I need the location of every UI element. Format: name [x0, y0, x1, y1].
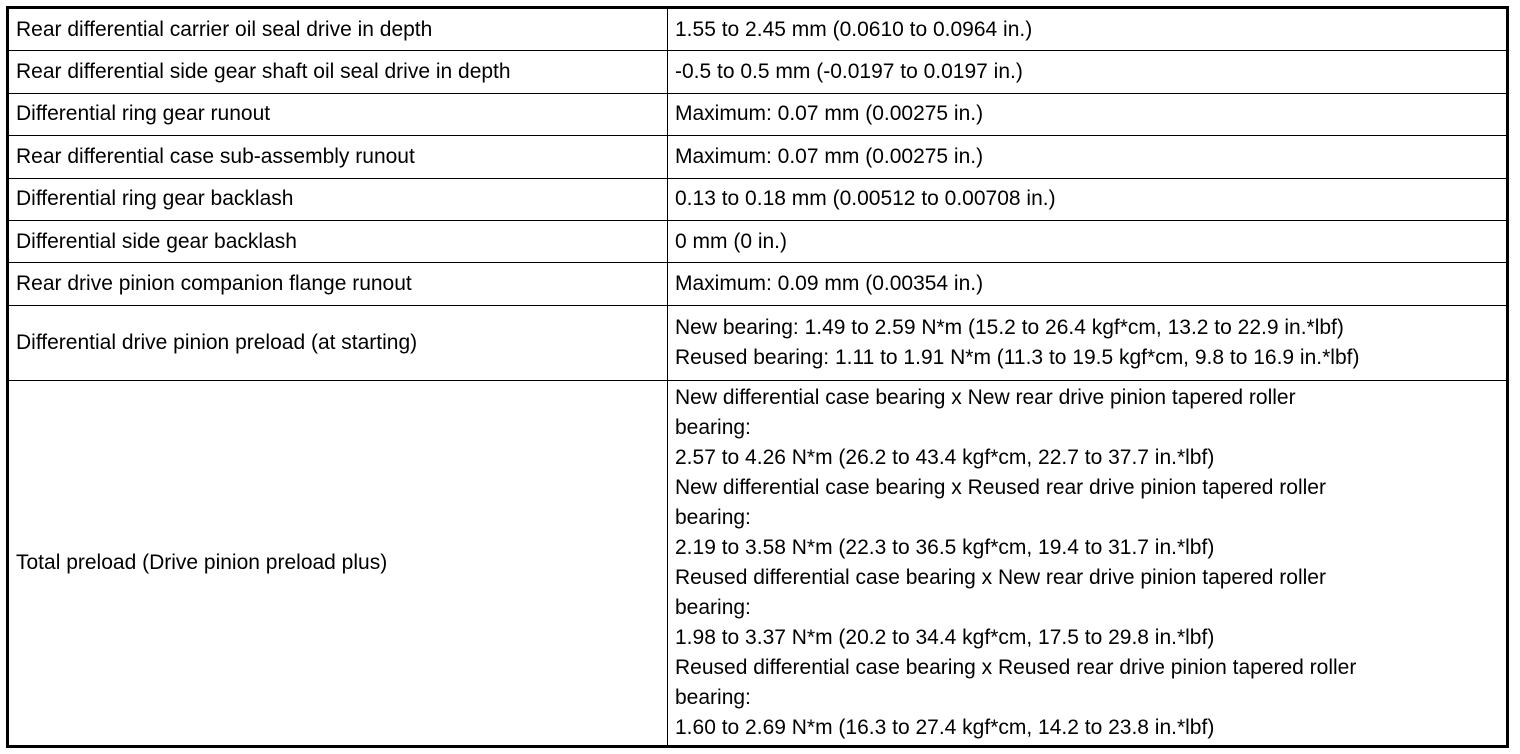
value-text: Maximum: 0.07 mm (0.00275 in.)	[675, 144, 984, 168]
item-cell	[8, 220, 668, 262]
value-text: Maximum: 0.09 mm (0.00354 in.)	[675, 272, 984, 296]
table-row	[8, 220, 1508, 262]
value-cell	[668, 8, 1508, 51]
item-cell	[8, 51, 668, 93]
table-row	[8, 93, 1508, 135]
item-cell	[8, 381, 668, 747]
value-line: Reused differential case bearing x Reused rear drive pinion tapered roller	[675, 656, 1357, 680]
value-text: 0 mm (0 in.)	[675, 229, 788, 253]
value-cell	[668, 381, 1508, 747]
value-cell	[668, 178, 1508, 220]
item-cell	[8, 263, 668, 305]
table-row	[8, 178, 1508, 220]
table-row	[8, 381, 1508, 747]
value-line: 2.19 to 3.58 N*m (22.3 to 36.5 kgf*cm, 19.4 to 31.7 in.*lbf)	[675, 536, 1215, 560]
item-cell	[8, 8, 668, 51]
value-cell	[668, 93, 1508, 135]
item-cell	[8, 178, 668, 220]
value-line: bearing:	[675, 506, 751, 530]
item-label: Rear differential carrier oil seal drive in depth	[16, 17, 433, 41]
item-label: Differential ring gear runout	[16, 102, 271, 126]
value-line-new-bearing: New bearing: 1.49 to 2.59 N*m (15.2 to 26.4 kgf*cm, 13.2 to 22.9 in.*lbf)	[675, 316, 1344, 340]
item-label: Differential drive pinion preload (at starting)	[16, 331, 418, 355]
value-line: New differential case bearing x Reused rear drive pinion tapered roller	[675, 476, 1326, 500]
specification-table-body	[8, 8, 1508, 747]
value-cell	[668, 51, 1508, 93]
table-row	[8, 51, 1508, 93]
value-text: Maximum: 0.07 mm (0.00275 in.)	[675, 102, 984, 126]
value-cell	[668, 136, 1508, 178]
value-text: 0.13 to 0.18 mm (0.00512 to 0.00708 in.)	[675, 187, 1056, 211]
value-line: bearing:	[675, 686, 751, 710]
table-row	[8, 305, 1508, 381]
item-label: Rear drive pinion companion flange runout	[16, 272, 412, 296]
value-text: 1.55 to 2.45 mm (0.0610 to 0.0964 in.)	[675, 17, 1033, 41]
value-cell	[668, 220, 1508, 262]
value-cell	[668, 305, 1508, 381]
item-label: Rear differential side gear shaft oil seal drive in depth	[16, 60, 511, 84]
item-cell	[8, 136, 668, 178]
value-cell	[668, 263, 1508, 305]
table-row	[8, 8, 1508, 51]
item-cell	[8, 93, 668, 135]
table-row	[8, 136, 1508, 178]
item-label: Differential side gear backlash	[16, 229, 297, 253]
value-text: -0.5 to 0.5 mm (-0.0197 to 0.0197 in.)	[675, 60, 1023, 84]
item-label: Rear differential case sub-assembly runout	[16, 144, 415, 168]
value-line: 2.57 to 4.26 N*m (26.2 to 43.4 kgf*cm, 22.7 to 37.7 in.*lbf)	[675, 446, 1215, 470]
value-line: 1.60 to 2.69 N*m (16.3 to 27.4 kgf*cm, 14.2 to 23.8 in.*lbf)	[675, 716, 1215, 740]
value-line: Reused differential case bearing x New rear drive pinion tapered roller	[675, 566, 1326, 590]
table-row	[8, 263, 1508, 305]
item-label: Total preload (Drive pinion preload plus)	[16, 551, 388, 575]
value-line: bearing:	[675, 416, 751, 440]
value-line: bearing:	[675, 596, 751, 620]
value-line-reused-bearing: Reused bearing: 1.11 to 1.91 N*m (11.3 to 19.5 kgf*cm, 9.8 to 16.9 in.*lbf)	[675, 346, 1360, 370]
item-cell	[8, 305, 668, 381]
specification-table	[6, 6, 1509, 748]
value-line: New differential case bearing x New rear drive pinion tapered roller	[675, 386, 1296, 410]
value-line: 1.98 to 3.37 N*m (20.2 to 34.4 kgf*cm, 17.5 to 29.8 in.*lbf)	[675, 626, 1215, 650]
item-label: Differential ring gear backlash	[16, 187, 294, 211]
